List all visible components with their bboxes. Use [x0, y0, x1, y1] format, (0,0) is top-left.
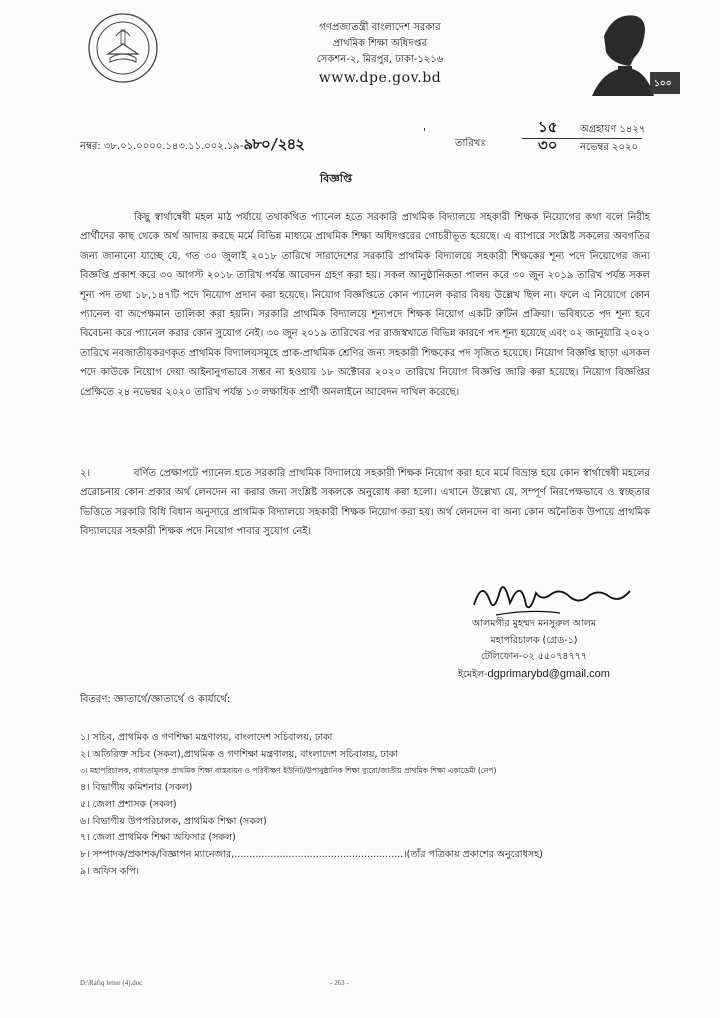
page-number: - 263 -: [330, 979, 349, 987]
paragraph-1: কিছু স্বার্থান্বেষী মহল মাঠ পর্যায়ে তথাকথিত প্যানেল হতে সরকারি প্রাথমিক বিদ্যালয়ে সহকারী শিক্ষক নিয়োগের কথা বলে নিরীহ প্রার্থীদের কাছ থেকে অর্থ আদায় করছে মর্মে বিভিন্ন মাধ্যমে প্রাথমিক শিক্ষা অধিদপ্তরের গোচরীভূত হয়েছে। এ ব্যাপারে সংশ্লিষ্ট সকলের অবগতির জন্য জানানো যাচ্ছে যে, গত ৩০ জুলাই ২০১৮ তারিখে সারাদেশের সরকারি প্রাথমিক বিদ্যালয়ে সহকারী শিক্ষকের শূন্য পদে নিয়োগের জন্য বিজ্ঞপ্তি প্রকাশ করে ৩০ আগস্ট ২০১৮ তারিখ পর্যন্ত আবেদন গ্রহণ করা হয়। সকল আনুষ্ঠানিকতা পালন করে ৩০ জুন ২০১৯ তারিখ পর্যন্ত সকল শূন্য পদ তথা ১৮,১৪৭টি পদে নিয়োগ প্রদান করা হয়েছে। নিয়োগ বিজ্ঞপ্তিতে কোন প্যানেল করার বিষয় উল্লেখ ছিল না। ফলে এ নিয়োগে কোন প্যানেল বা অপেক্ষমান তালিকা করা হয়নি। সরকারি প্রাথমিক বিদ্যালয়ে শূন্যপদে শিক্ষক নিয়োগ একটি রুটিন প্রক্রিয়া। ভবিষ্যতে পদ শূন্য হবে বিবেচনা করে প্যানেল করার কোন সুযোগ নেই। ৩০ জুন ২০১৯ তারিখের পর রাজস্বখাতে বিভিন্ন কারণে পদ শূন্য হয়েছে এবং ০২ জানুয়ারি ২০২০ তারিখে নবজাতীয়করণকৃত প্রাথমিক বিদ্যালয়সমূহে প্রাক-প্রাথমিক শ্রেণির জন্য সহকারী শিক্ষকের পদ সৃজিত হয়েছে। নিয়োগ বিজ্ঞপ্তি ছাড়া এসকল পদে কাউকে নিয়োগ দেয়া আইনানুগভাবে সম্ভব না হওয়ায় ১৮ অক্টোবর ২০২০ তারিখে নিয়োগ বিজ্ঞপ্তি জারি করা হয়েছে। নিয়োগ বিজ্ঞপ্তির প্রেক্ষিতে ২৪ নভেম্বর ২০২০ তারিখ পর্যন্ত ১৩ লক্ষাধিক প্রার্থী অনলাইনে আবেদন দাখিল করেছে।: [80, 212, 650, 398]
list-item: ২। অতিরিক্ত সচিব (সকল),প্রাথমিক ও গণশিক্ষা মন্ত্রণালয়, বাংলাদেশ সচিবালয়, ঢাকা: [80, 748, 399, 760]
bangla-day: ১৫: [538, 118, 558, 136]
letterhead: [230, 20, 530, 88]
paragraph-2-text: বর্ণিত প্রেক্ষাপটে প্যানেল হতে সরকারি প্রাথমিক বিদ্যালয়ে সহকারী শিক্ষক নিয়োগ করা হবে মর্মে বিভ্রান্ত হয়ে কোন স্বার্থান্বেষী মহলের প্ররোচনায় কোন প্রকার অর্থ লেনদেন না করার জন্য সংশ্লিষ্ট সকলকে অনুরোধ করা হলো। এখানে উল্লেখ্য যে, সম্পূর্ণ নিরপেক্ষভাবে ও স্বচ্ছতার ভিত্তিতে সরকারি বিধি বিধান অনুসারে প্রাথমিক বিদ্যালয়ে সহকারী শিক্ষক নিয়োগ করা হয়। অর্থ লেনদেন বা অন্য কোন অনৈতিক উপায়ে প্রাথমিক বিদ্যালয়ের সহকারী শিক্ষক পদে নিয়োগ পাবার সুযোগ নেই।: [80, 468, 650, 538]
list-item: ৩। মহাপরিচালক, বাধ্যতামূলক প্রাথমিক শিক্ষা বাস্তবায়ন ও পরিবীক্ষণ ইউনিট/উপানুষ্ঠানিক শিক্ষা ব্যুরো/জাতীয় প্রাথমিক শিক্ষা একাডেমী (নেপ): [80, 766, 497, 776]
file-path: D:\Rafiq letter (4).doc: [80, 979, 143, 987]
email-prefix: ইমেইল-: [458, 668, 488, 680]
english-day: ৩০: [538, 136, 558, 154]
bangla-month-year: অগ্রহায়ণ ১৪২৭: [580, 124, 646, 135]
reference-handwritten: ৯৮০/২৪২: [243, 135, 305, 153]
signatory-email-line: [434, 666, 634, 684]
list-item: ৭। জেলা প্রাথমিক শিক্ষা অফিসার (সকল): [80, 832, 236, 844]
government-name: গণপ্রজাতন্ত্রী বাংলাদেশ সরকার: [319, 22, 441, 33]
distribution-list: [80, 730, 543, 880]
list-item: ১। সচিব, প্রাথমিক ও গণশিক্ষা মন্ত্রণালয়, বাংলাদেশ সচিবালয়, ঢাকা: [80, 732, 333, 743]
website-link[interactable]: www.dpe.gov.bd: [318, 70, 442, 86]
paragraph-2-number: ২।: [80, 468, 91, 479]
english-month-year: নভেম্বর ২০২০: [580, 142, 639, 153]
signatory-designation: মহাপরিচালক (গ্রেড-১): [490, 634, 578, 646]
department-name: প্রাথমিক শিক্ষা অধিদপ্তর: [332, 38, 428, 49]
signatory-block: [434, 616, 634, 683]
handwritten-signature: [470, 575, 650, 621]
signatory-name: আলমগীর মুহম্মদ মনসুরুল আলম: [472, 618, 596, 629]
english-date: [498, 136, 648, 157]
list-item: ৯। অফিস কপি।: [80, 865, 139, 877]
dpe-logo: [86, 10, 160, 90]
distribution-label: বিতরণ: জ্ঞাতার্থে/জ্ঞাতার্থে ও কার্যার্থে:: [80, 694, 231, 705]
svg-text:১০০: ১০০: [654, 79, 672, 89]
department-address: সেকশন-২, মিরপুর, ঢাকা-১২১৬: [316, 54, 444, 65]
list-item: ৪। বিভাগীয় কমিশনার (সকল): [80, 782, 193, 794]
signatory-email[interactable]: dgprimarybd@gmail.com: [487, 667, 610, 680]
date-label: তারিখঃ: [455, 138, 486, 149]
list-item: ৮। সম্পাদক/প্রকাশক/বিজ্ঞাপন ম্যানেজার,........................................................।(তাঁর পত্রিকায় প্রকাশের অনুরোধসহ): [80, 848, 543, 860]
date-block: [498, 118, 648, 157]
reference-printed: নম্বর: ৩৮.০১.০০০০.১৪৩.১১.০০২.১৯-: [80, 141, 244, 152]
mujib-portrait-emblem: [584, 6, 684, 100]
ink-mark: ': [423, 126, 427, 139]
list-item: ৫। জেলা প্রশাসক (সকল): [80, 798, 177, 810]
notice-title: বিজ্ঞপ্তি: [320, 172, 352, 185]
reference-number: [80, 133, 304, 158]
signatory-phone: টেলিফোন-০২ ৫৫০৭৪৭৭৭: [480, 651, 588, 662]
paragraph-2: [80, 464, 650, 542]
bangla-date: [498, 118, 648, 139]
list-item: ৬। বিভাগীয় উপপরিচালক, প্রাথমিক শিক্ষা (সকল): [80, 815, 267, 827]
